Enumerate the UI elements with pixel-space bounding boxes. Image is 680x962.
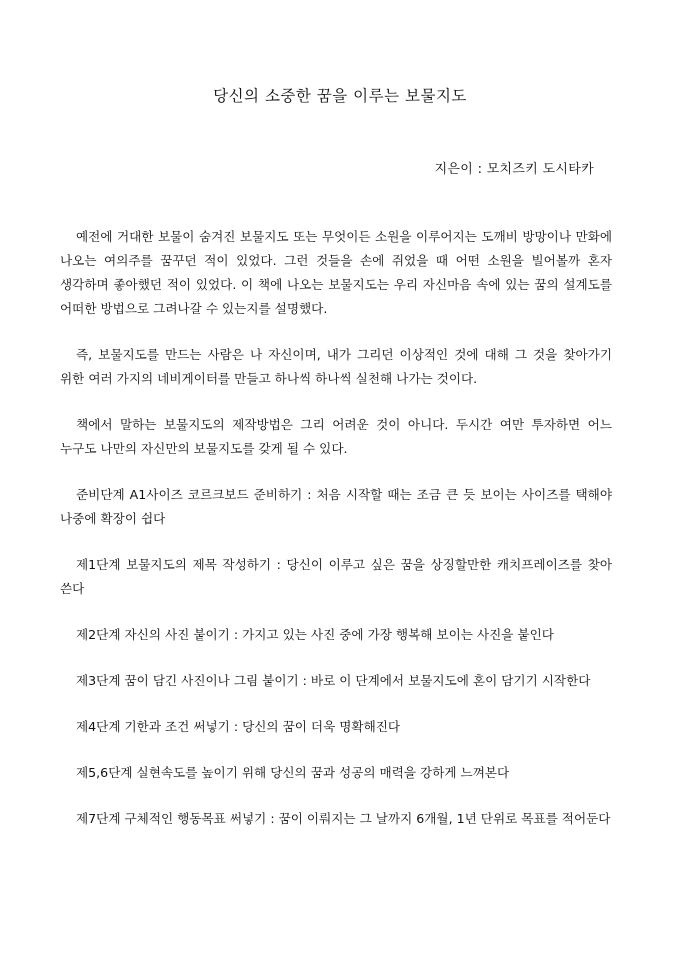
document-body [60, 225, 612, 853]
paragraph-step-3: 제3단계 꿈이 담긴 사진이나 그림 붙이기 : 바로 이 단계에서 보물지도에 혼이 담기기 시작한다 [76, 673, 591, 688]
paragraph-step-prep: 준비단계 A1사이즈 코르크보드 준비하기 : 처음 시작할 때는 조금 큰 듯 보이는 사이즈를 택해야 나중에 확장이 쉽다 [60, 487, 612, 526]
paragraph-step-5-6: 제5,6단계 실현속도를 높이기 위해 당신의 꿈과 성공의 매력을 강하게 느껴본다 [76, 765, 510, 780]
paragraph-step-2: 제2단계 자신의 사진 붙이기 : 가지고 있는 사진 중에 가장 행복해 보이는 사진을 붙인다 [76, 627, 554, 642]
paragraph-intro-3: 책에서 말하는 보물지도의 제작방법은 그리 어려운 것이 아니다. 두시간 여만 투자하면 어느 누구도 나만의 자신만의 보물지도를 갖게 될 수 있다. [60, 417, 612, 456]
paragraph-intro-2: 즉, 보물지도를 만드는 사람은 나 자신이며, 내가 그리던 이상적인 것에 대해 그 것을 찾아가기 위한 여러 가지의 네비게이터를 만들고 하나씩 하나씩 실천해 나가는 것이다. [60, 347, 612, 386]
paragraph-step-7: 제7단계 구체적인 행동목표 써넣기 : 꿈이 이뤄지는 그 날까지 6개월, 1년 단위로 목표를 적어둔다 [76, 811, 611, 826]
paragraph-step-1: 제1단계 보물지도의 제목 작성하기 : 당신이 이루고 싶은 꿈을 상징할만한 캐치프레이즈를 찾아 쓴다 [60, 557, 612, 596]
document-title: 당신의 소중한 꿈을 이루는 보물지도 [213, 87, 467, 105]
paragraph-intro-1: 예전에 거대한 보물이 숨겨진 보물지도 또는 무엇이든 소원을 이루어지는 도깨비 방망이나 만화에 나오는 여의주를 꿈꾸던 적이 있었다. 그런 것들을 손에 쥐었을 때 어떤 소원을 빌어볼까 혼자 생각하며 좋아했던 적이 있었다. 이 책에 나오는 보물지도는 우리 자신마음 속에 있는 꿈의 설계도를 어떠한 방법으로 그려나갈 수 있는지를 설명했다. [60, 229, 612, 316]
author-line: 지은이 : 모치즈키 도시타카 [434, 162, 594, 177]
paragraph-step-4: 제4단계 기한과 조건 써넣기 : 당신의 꿈이 더욱 명확해진다 [76, 719, 401, 734]
